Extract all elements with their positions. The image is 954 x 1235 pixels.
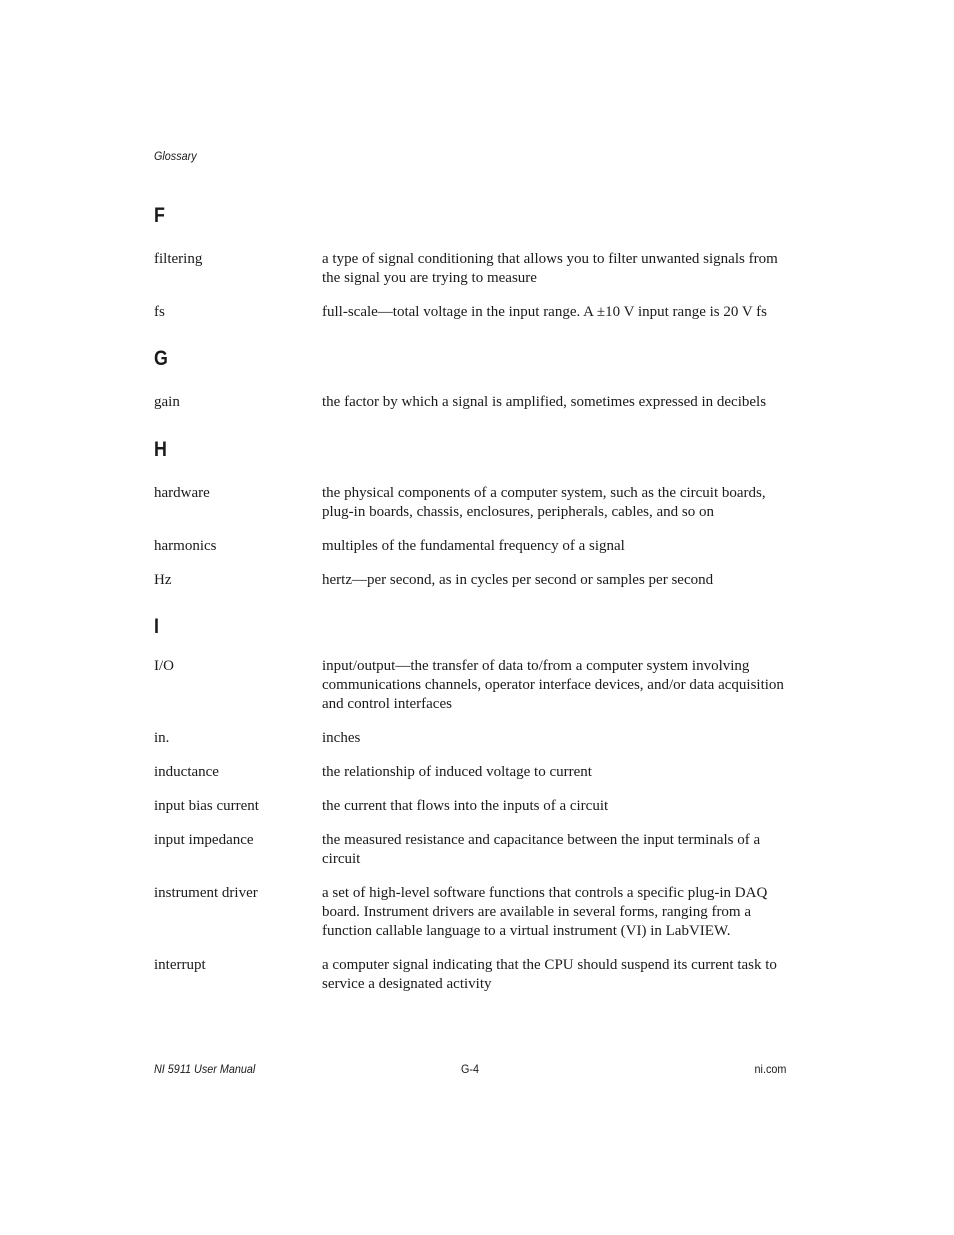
glossary-section-h [154,438,794,590]
footer-manual-title: NI 5911 User Manual [154,1062,256,1076]
glossary-term: inductance [154,764,219,780]
glossary-entry [154,303,794,322]
glossary-entry [154,797,794,816]
glossary-entry [154,250,794,288]
glossary-definition: a type of signal conditioning that allows you to filter unwanted signals from the signal you are trying to measure [322,251,778,286]
glossary-definition: input/output—the transfer of data to/from a computer system involving communications channels, operator interface devices, and/or data acquisition and control interfaces [322,658,784,712]
glossary-entry [154,831,794,869]
glossary-definition: inches [322,730,361,746]
glossary-section-g [154,347,794,412]
glossary-entry [154,657,794,714]
glossary-term: instrument driver [154,885,258,901]
glossary-term: filtering [154,251,203,267]
glossary-term: input bias current [154,798,259,814]
glossary-entry [154,537,794,556]
glossary-definition: hertz—per second, as in cycles per second or samples per second [322,572,714,588]
glossary-term: fs [154,304,165,320]
running-head: Glossary [154,149,197,163]
glossary-entry [154,763,794,782]
glossary-definition: a computer signal indicating that the CPU should suspend its current task to service a designated activity [322,957,777,992]
glossary-definition: multiples of the fundamental frequency of a signal [322,538,625,554]
glossary-definition: a set of high-level software functions that controls a specific plug-in DAQ board. Instrument drivers are available in several forms, ranging from a function callable language to a virtual instrument (VI) in LabVIEW. [322,885,768,939]
glossary-term: harmonics [154,538,217,554]
glossary-entry [154,393,794,412]
glossary-definition: the relationship of induced voltage to current [322,764,592,780]
glossary-entry [154,484,794,522]
glossary-term: hardware [154,485,210,501]
footer-page-number: G-4 [461,1062,480,1076]
glossary-definition: the physical components of a computer system, such as the circuit boards, plug-in boards, chassis, enclosures, peripherals, cables, and so on [322,485,766,520]
glossary-definition: the factor by which a signal is amplified, sometimes expressed in decibels [322,394,767,410]
footer-website: ni.com [754,1062,786,1076]
section-letter: I [154,615,159,638]
glossary-term: input impedance [154,832,254,848]
glossary-definition: the current that flows into the inputs of a circuit [322,798,609,814]
glossary-term: gain [154,394,180,410]
glossary-term: in. [154,730,170,746]
glossary-term: interrupt [154,957,206,973]
section-letter: F [154,204,165,227]
glossary-entry [154,571,794,590]
glossary-definition: full-scale—total voltage in the input range. A ±10 V input range is 20 V fs [322,304,767,320]
glossary-term: I/O [154,658,174,674]
glossary-entry [154,884,794,941]
glossary-section-i [154,615,794,994]
section-letter: H [154,438,167,461]
glossary-section-f [154,204,794,322]
glossary-definition: the measured resistance and capacitance between the input terminals of a circuit [322,832,761,867]
glossary-entry [154,956,794,994]
glossary-entry [154,729,794,748]
section-letter: G [154,347,168,370]
glossary-term: Hz [154,572,172,588]
